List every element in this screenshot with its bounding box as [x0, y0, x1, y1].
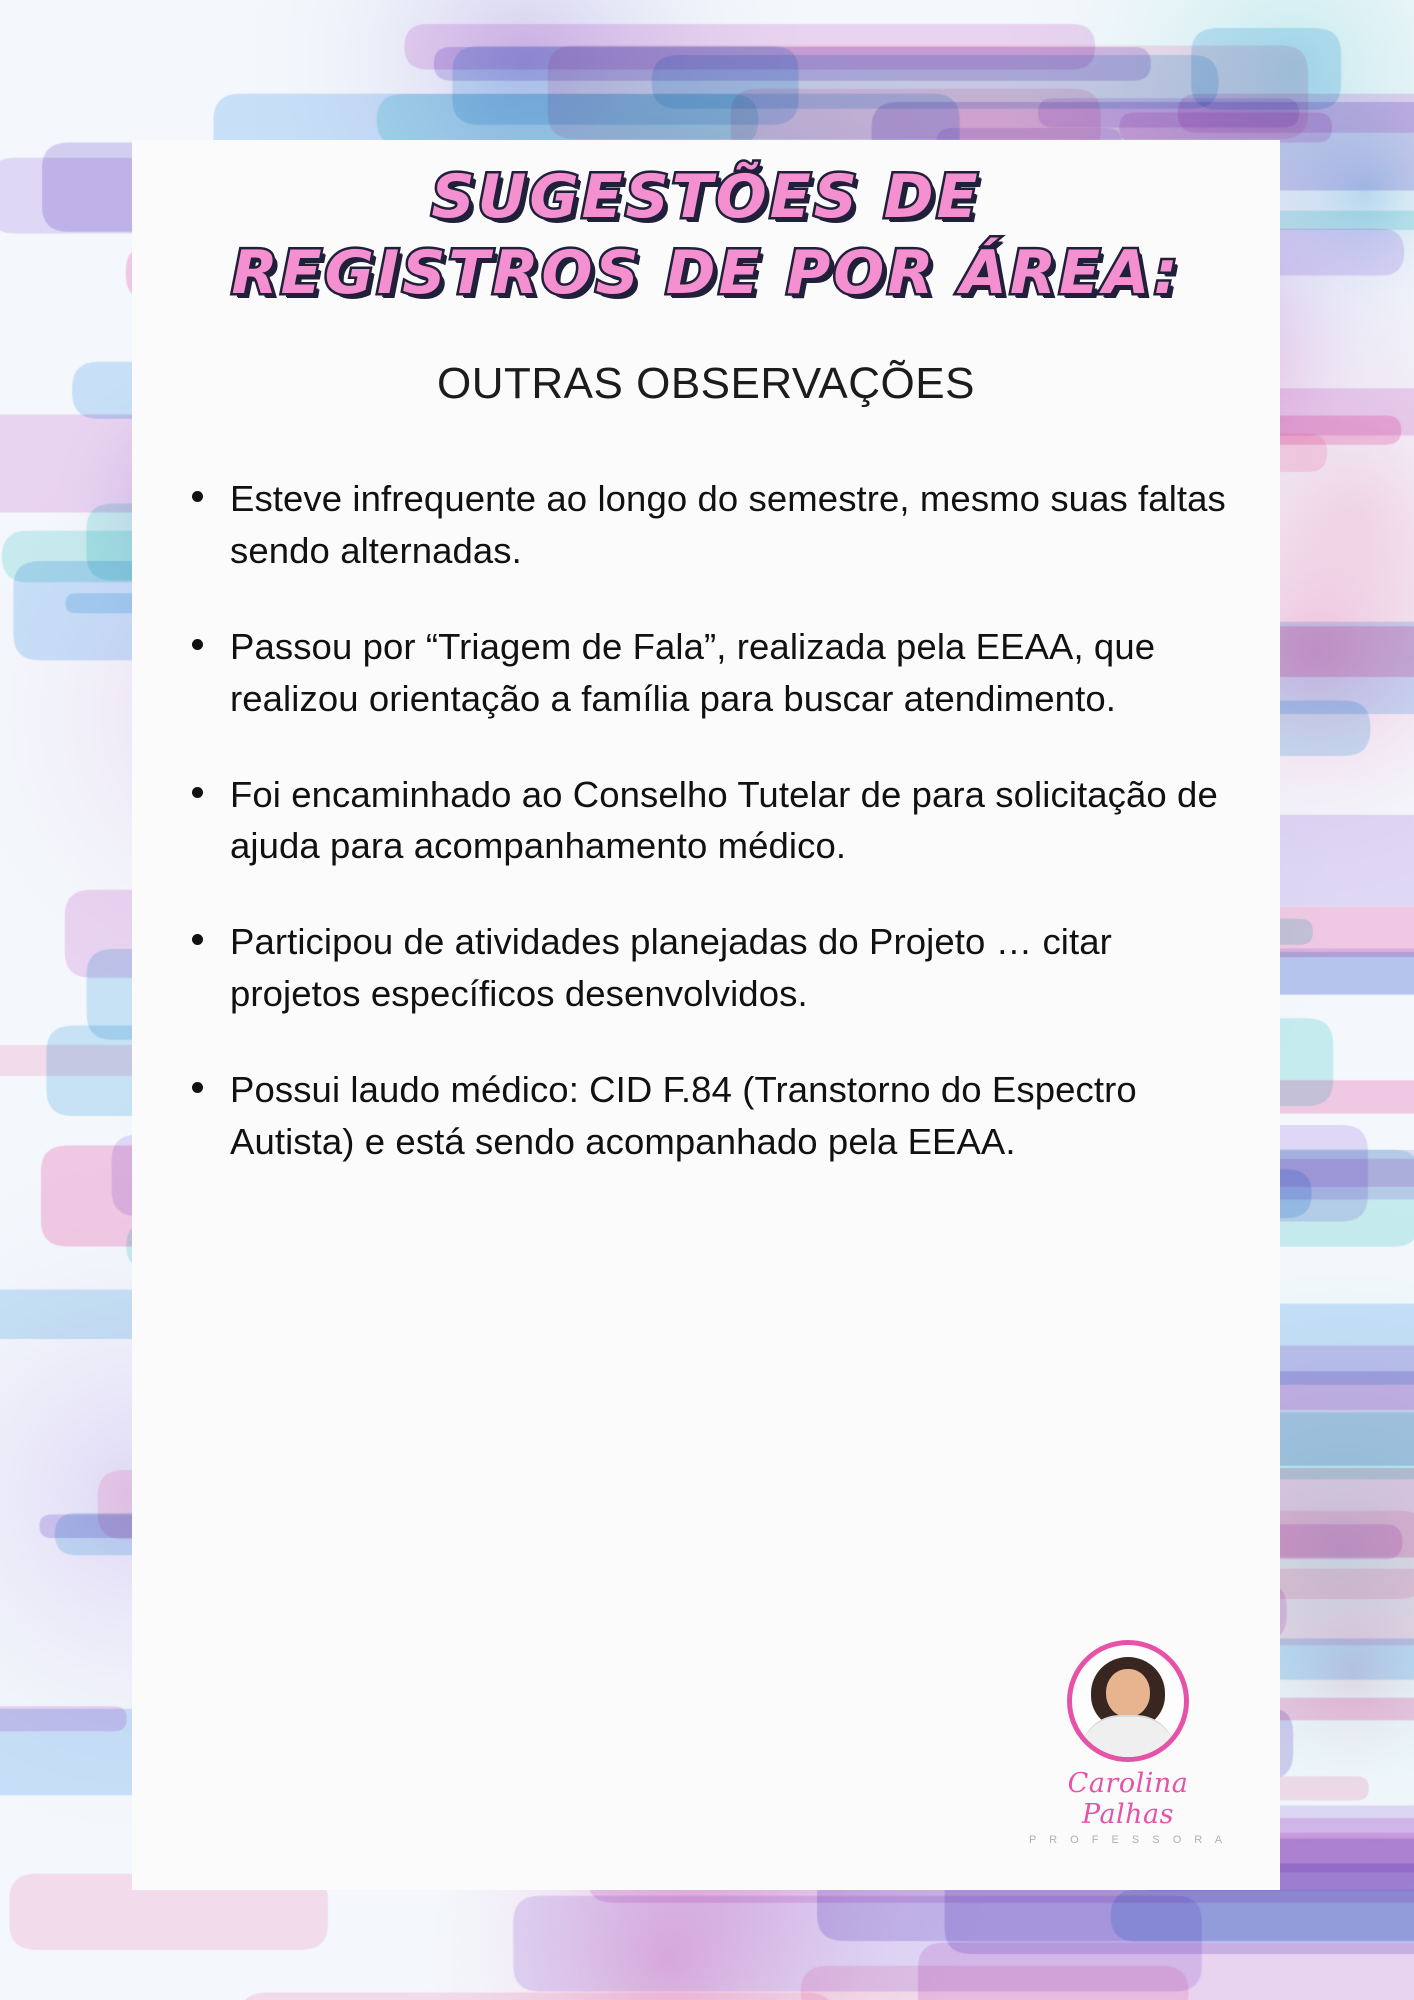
bullet-dot-icon: [192, 1082, 203, 1093]
avatar-face: [1106, 1669, 1150, 1717]
list-item-text: Foi encaminhado ao Conselho Tutelar de para solicitação de ajuda para acompanhamento médico.: [230, 773, 1218, 867]
list-item: [168, 1064, 1240, 1168]
bullet-dot-icon: [192, 639, 203, 650]
title-line-1: SUGESTÕES DE: [431, 162, 981, 232]
observations-list: [168, 473, 1240, 1167]
document-card: [132, 140, 1280, 1890]
brand-name: Carolina Palhas: [1067, 1768, 1189, 1830]
section-subtitle: OUTRAS OBSERVAÇÕES: [437, 359, 975, 409]
list-item-text: Esteve infrequente ao longo do semestre, mesmo suas faltas sendo alternadas.: [230, 478, 1226, 572]
list-item-text: Participou de atividades planejadas do Projeto … citar projetos específicos desenvolvidos.: [230, 921, 1112, 1014]
list-item: [168, 916, 1240, 1020]
title-line-2: REGISTROS DE POR ÁREA:: [231, 237, 1181, 308]
avatar-body: [1080, 1715, 1176, 1762]
bullet-dot-icon: [192, 934, 203, 945]
brand-role: P R O F E S S O R A: [1028, 1834, 1228, 1846]
list-item: [168, 621, 1240, 725]
list-item-text: Possui laudo médico: CID F.84 (Transtorno do Espectro Autista) e está sendo acompanhado pela EEAA.: [230, 1068, 1137, 1162]
bullet-dot-icon: [192, 787, 203, 798]
bullet-dot-icon: [192, 491, 203, 502]
list-item: [168, 473, 1240, 577]
brand-logo: [1018, 1640, 1238, 1846]
list-item-text: Passou por “Triagem de Fala”, realizada pela EEAA, que realizou orientação a família para buscar atendimento.: [230, 625, 1156, 719]
page-title: [132, 140, 1280, 308]
avatar: [1067, 1640, 1189, 1762]
list-item: [168, 769, 1240, 873]
